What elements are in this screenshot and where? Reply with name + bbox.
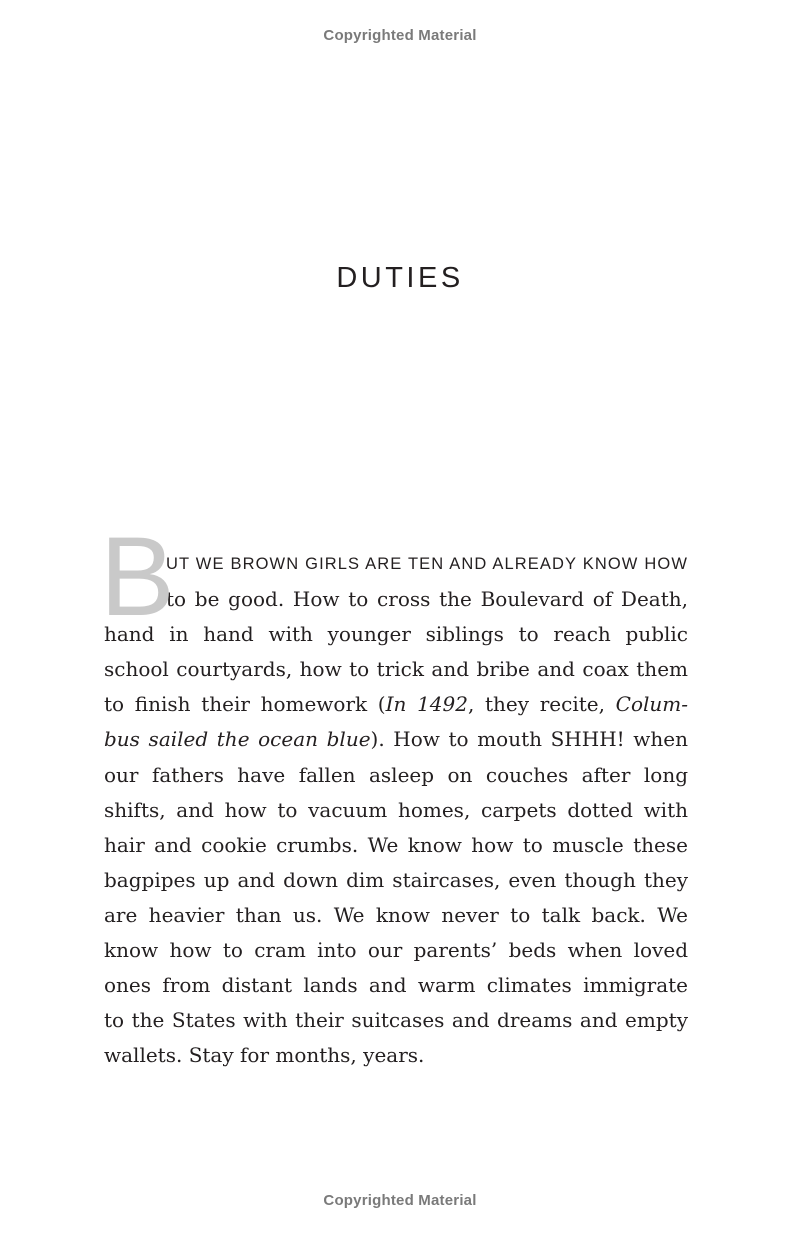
text-line: to the States with their suitcases and dreams and empty [104, 1008, 688, 1033]
drop-cap-letter: B [100, 514, 175, 639]
italic-phrase: In 1492 [385, 692, 468, 717]
text-line [104, 687, 688, 722]
text-line: shifts, and how to vacuum homes, carpets dotted with [104, 797, 688, 822]
text-line: are heavier than us. We know never to talk back. We [104, 902, 688, 927]
text-fragment: , they recite, [467, 692, 616, 717]
italic-phrase: bus sailed the ocean blue [104, 727, 371, 752]
italic-phrase: Colum- [615, 692, 688, 717]
chapter-title: DUTIES [336, 262, 464, 294]
text-line: bagpipes up and down dim staircases, even though they [104, 867, 688, 892]
text-fragment: to finish their homework ( [104, 692, 386, 717]
text-line: our fathers have fallen asleep on couches after long [104, 762, 688, 787]
text-line: hand in hand with younger siblings to reach public [104, 622, 688, 647]
text-line: know how to cram into our parents’ beds when loved [104, 938, 688, 963]
text-line [104, 722, 688, 757]
text-line: to be good. How to cross the Boulevard of Death, [166, 587, 688, 612]
text-line: hair and cookie crumbs. We know how to muscle these [104, 832, 688, 857]
copyright-watermark-bottom: Copyrighted Material [323, 1192, 477, 1209]
copyright-watermark-top: Copyrighted Material [323, 27, 477, 44]
opening-small-caps-line: UT WE BROWN GIRLS ARE TEN AND ALREADY KNOW HOW [166, 555, 688, 573]
text-line: school courtyards, how to trick and bribe and coax them [104, 657, 688, 682]
text-fragment: ). How to mouth SHHH! when [370, 727, 688, 752]
chapter-body-paragraph [100, 514, 688, 1073]
text-line-last: wallets. Stay for months, years. [104, 1043, 425, 1068]
text-line: ones from distant lands and warm climates immigrate [104, 973, 688, 998]
